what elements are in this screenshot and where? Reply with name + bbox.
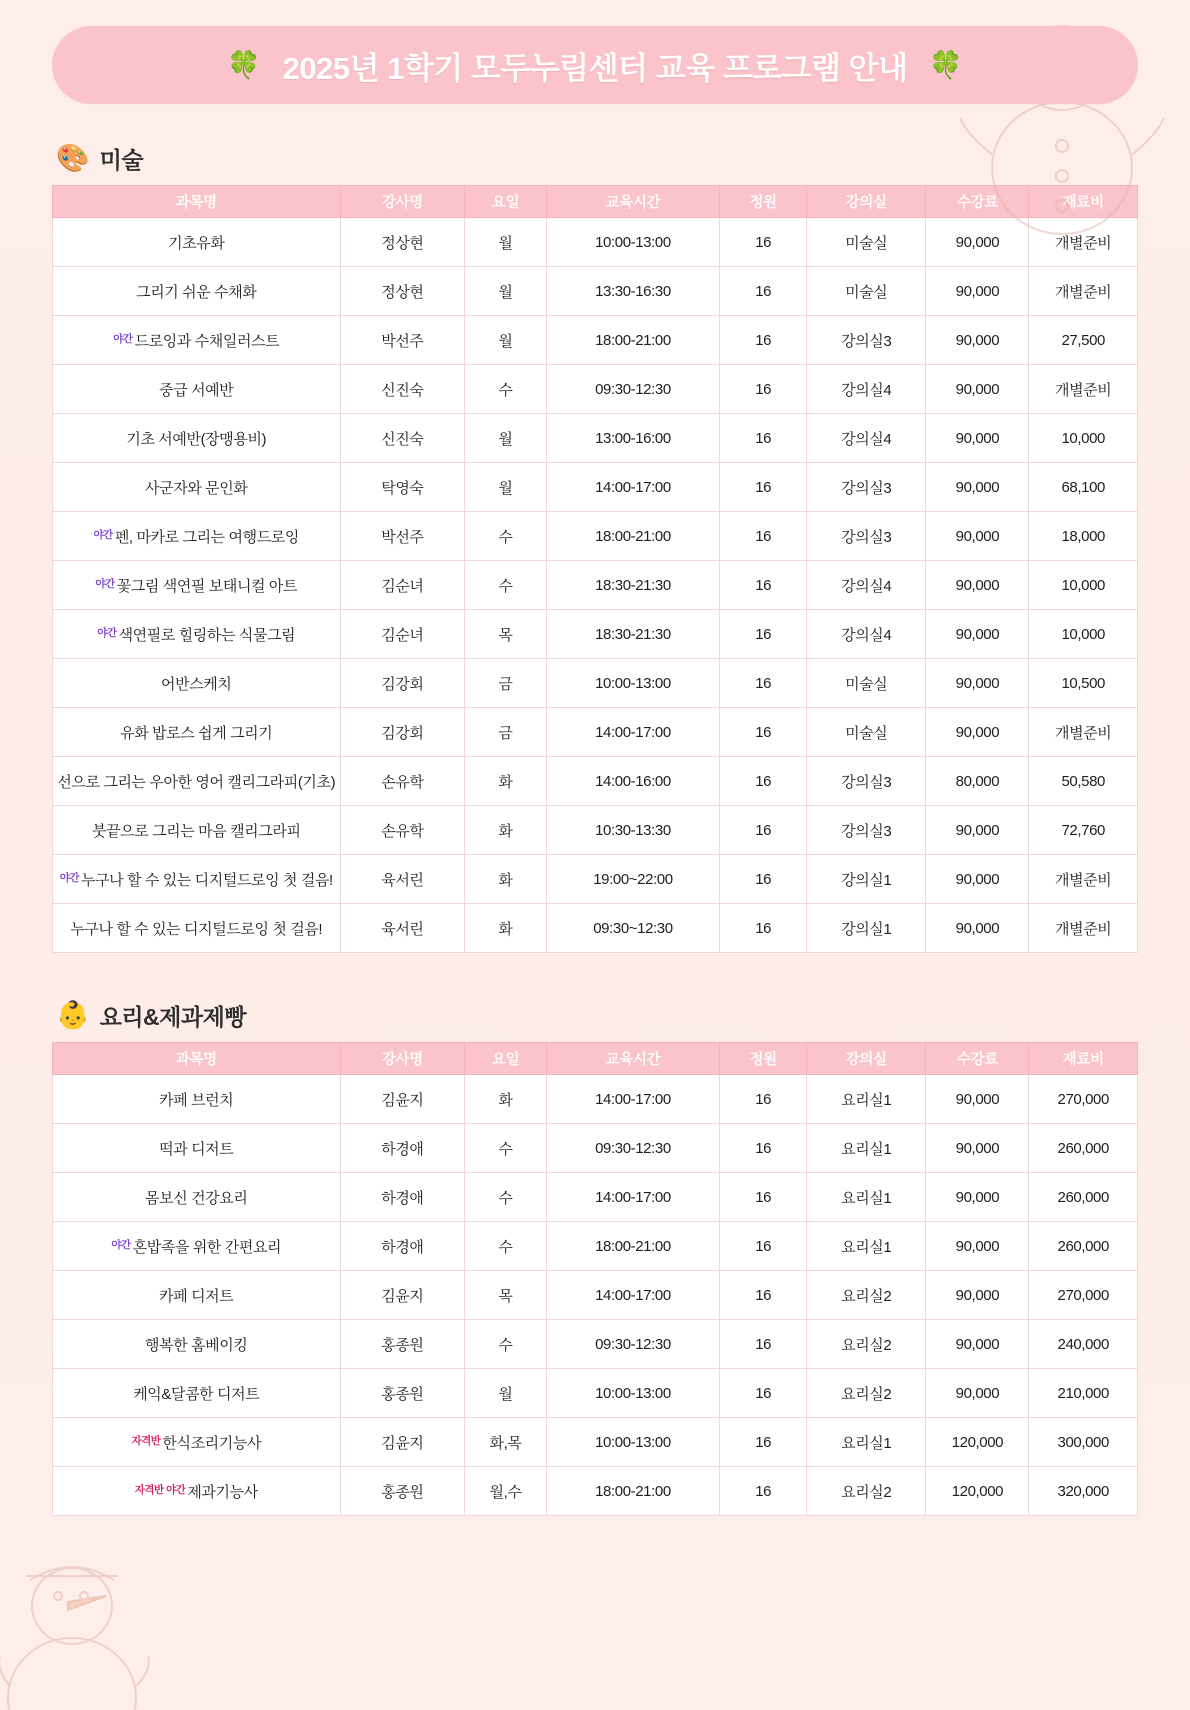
subject-label: 한식조리기능사 [162,1434,262,1452]
cell-material: 10,000 [1029,414,1138,463]
cell-day: 화 [465,904,546,953]
cell-capacity: 16 [720,708,807,757]
table-row [53,316,1138,365]
table-row [53,267,1138,316]
subject-label: 누구나 할 수 있는 디지털드로잉 첫 걸음! [80,871,333,889]
cell-room: 강의실3 [807,463,926,512]
cell-subject [53,1418,341,1467]
cell-capacity: 16 [720,855,807,904]
cell-subject [53,904,341,953]
art-table-body [53,218,1138,953]
col-teacher: 강사명 [340,186,465,218]
table-row [53,1320,1138,1369]
cell-room: 요리실2 [807,1320,926,1369]
cell-room: 강의실1 [807,855,926,904]
table-row [53,218,1138,267]
cell-material: 50,580 [1029,757,1138,806]
subject-label: 중급 서예반 [159,381,234,399]
cell-subject [53,659,341,708]
cell-day: 월 [465,218,546,267]
cell-fee: 90,000 [926,659,1029,708]
cell-day: 수 [465,365,546,414]
section-header-cooking [56,999,1138,1032]
cell-time: 13:30-16:30 [546,267,720,316]
cell-capacity: 16 [720,757,807,806]
cell-fee: 90,000 [926,463,1029,512]
cell-capacity: 16 [720,904,807,953]
cell-material: 10,000 [1029,610,1138,659]
clover-icon: 🍀 [226,49,261,80]
subject-label: 행복한 홈베이킹 [145,1336,248,1354]
cell-teacher: 박선주 [340,316,465,365]
cell-fee: 90,000 [926,512,1029,561]
col-capacity: 정원 [720,186,807,218]
table-row [53,1075,1138,1124]
subject-label: 붓끝으로 그리는 마음 캘리그라피 [91,822,301,840]
cell-time: 18:30-21:30 [546,561,720,610]
page-title: 2025년 1학기 모두누림센터 교육 프로그램 안내 [282,50,908,86]
subject-label: 그리기 쉬운 수채화 [136,283,257,301]
cell-fee: 90,000 [926,561,1029,610]
cell-time: 10:00-13:00 [546,218,720,267]
cell-capacity: 16 [720,1173,807,1222]
cell-time: 13:00-16:00 [546,414,720,463]
cell-day: 금 [465,708,546,757]
table-row [53,855,1138,904]
cell-subject [53,855,341,904]
table-row [53,1222,1138,1271]
table-row [53,414,1138,463]
cell-time: 14:00-17:00 [546,1075,720,1124]
subject-label: 어반스케치 [161,675,232,693]
cell-teacher: 김강회 [340,659,465,708]
cell-day: 화 [465,757,546,806]
cell-time: 09:30~12:30 [546,904,720,953]
cell-room: 미술실 [807,708,926,757]
cell-teacher: 정상현 [340,218,465,267]
table-row [53,561,1138,610]
cell-capacity: 16 [720,1222,807,1271]
cell-material: 10,500 [1029,659,1138,708]
subject-label: 카페 디저트 [159,1287,234,1305]
cell-day: 월 [465,316,546,365]
col-room: 강의실 [807,1043,926,1075]
cell-room: 미술실 [807,267,926,316]
subject-label: 기초 서예반(장맹용비) [126,430,267,448]
cell-material: 260,000 [1029,1124,1138,1173]
night-class-badge: 야간 [95,577,115,590]
cell-day: 수 [465,1320,546,1369]
col-material: 재료비 [1029,1043,1138,1075]
cell-subject [53,610,341,659]
cell-material: 72,760 [1029,806,1138,855]
cell-time: 10:00-13:00 [546,1418,720,1467]
cell-subject [53,463,341,512]
subject-label: 펜, 마카로 그리는 여행드로잉 [114,528,299,546]
cell-capacity: 16 [720,1124,807,1173]
cell-room: 요리실1 [807,1418,926,1467]
cell-capacity: 16 [720,1369,807,1418]
cell-room: 강의실4 [807,365,926,414]
cell-day: 수 [465,1173,546,1222]
cell-fee: 90,000 [926,1320,1029,1369]
cell-time: 09:30-12:30 [546,365,720,414]
col-fee: 수강료 [926,1043,1029,1075]
cell-capacity: 16 [720,267,807,316]
cell-room: 강의실4 [807,561,926,610]
subject-label: 기초유화 [168,234,225,252]
cell-material: 68,100 [1029,463,1138,512]
cell-material: 개별준비 [1029,365,1138,414]
table-row [53,806,1138,855]
cell-capacity: 16 [720,1075,807,1124]
cell-subject [53,218,341,267]
cell-fee: 90,000 [926,218,1029,267]
palette-icon: 🎨 [56,143,90,173]
cell-teacher: 김윤지 [340,1075,465,1124]
cell-time: 10:30-13:30 [546,806,720,855]
table-row [53,659,1138,708]
cell-teacher: 하경애 [340,1222,465,1271]
cell-room: 요리실1 [807,1124,926,1173]
cell-subject [53,1467,341,1516]
cell-capacity: 16 [720,316,807,365]
cell-capacity: 16 [720,1418,807,1467]
cell-capacity: 16 [720,218,807,267]
cell-subject [53,414,341,463]
cell-time: 18:00-21:00 [546,1222,720,1271]
subject-label: 떡과 디저트 [159,1140,234,1158]
section-header-art [56,142,1138,175]
table-header-row [53,186,1138,218]
cell-day: 수 [465,1124,546,1173]
subject-label: 유화 밥로스 쉽게 그리기 [120,724,273,742]
cell-material: 개별준비 [1029,855,1138,904]
night-class-badge: 야간 [93,528,113,541]
cell-time: 14:00-16:00 [546,757,720,806]
cell-time: 14:00-17:00 [546,1173,720,1222]
cell-day: 목 [465,610,546,659]
cell-room: 미술실 [807,659,926,708]
col-subject: 과목명 [53,1043,341,1075]
cell-day: 수 [465,512,546,561]
subject-label: 색연필로 힐링하는 식물그림 [118,626,296,644]
cell-fee: 90,000 [926,1075,1029,1124]
col-room: 강의실 [807,186,926,218]
cell-room: 요리실1 [807,1173,926,1222]
subject-label: 혼밥족을 위한 간편요리 [132,1238,282,1256]
cooking-table-body [53,1075,1138,1516]
table-row [53,1418,1138,1467]
cell-fee: 90,000 [926,855,1029,904]
cell-day: 목 [465,1271,546,1320]
cell-teacher: 신진숙 [340,365,465,414]
cell-subject [53,1173,341,1222]
certificate-badge: 자격반 야간 [134,1483,186,1496]
cell-material: 270,000 [1029,1075,1138,1124]
cell-fee: 90,000 [926,1222,1029,1271]
cell-fee: 90,000 [926,1369,1029,1418]
cell-teacher: 손유학 [340,806,465,855]
cell-fee: 90,000 [926,365,1029,414]
col-fee: 수강료 [926,186,1029,218]
cell-room: 강의실3 [807,806,926,855]
clover-icon: 🍀 [929,49,964,80]
cell-day: 월,수 [465,1467,546,1516]
table-row [53,463,1138,512]
cell-day: 금 [465,659,546,708]
col-material: 재료비 [1029,186,1138,218]
cell-capacity: 16 [720,1467,807,1516]
cell-room: 미술실 [807,218,926,267]
col-day: 요일 [465,1043,546,1075]
cell-fee: 90,000 [926,1124,1029,1173]
cell-teacher: 김윤지 [340,1271,465,1320]
cell-fee: 90,000 [926,904,1029,953]
cell-capacity: 16 [720,1271,807,1320]
cell-day: 월 [465,267,546,316]
col-time: 교육시간 [546,1043,720,1075]
cell-capacity: 16 [720,414,807,463]
cell-material: 개별준비 [1029,904,1138,953]
cell-fee: 90,000 [926,414,1029,463]
section-title-art: 미술 [99,147,144,173]
night-class-badge: 야간 [113,332,133,345]
table-row [53,708,1138,757]
cell-time: 14:00-17:00 [546,463,720,512]
cell-material: 개별준비 [1029,267,1138,316]
cell-time: 19:00~22:00 [546,855,720,904]
cell-teacher: 하경애 [340,1173,465,1222]
art-course-table [52,185,1138,953]
cell-time: 18:00-21:00 [546,512,720,561]
cell-capacity: 16 [720,561,807,610]
cell-subject [53,267,341,316]
table-row [53,512,1138,561]
subject-label: 드로잉과 수채일러스트 [134,332,280,350]
cell-fee: 120,000 [926,1418,1029,1467]
night-class-badge: 야간 [97,626,117,639]
subject-label: 카페 브런치 [159,1091,234,1109]
table-row [53,365,1138,414]
cell-capacity: 16 [720,659,807,708]
cell-material: 320,000 [1029,1467,1138,1516]
cell-material: 210,000 [1029,1369,1138,1418]
table-row [53,1467,1138,1516]
cell-capacity: 16 [720,463,807,512]
cell-subject [53,316,341,365]
cell-material: 260,000 [1029,1173,1138,1222]
cell-fee: 80,000 [926,757,1029,806]
cell-time: 18:30-21:30 [546,610,720,659]
title-banner [52,26,1138,104]
cell-material: 300,000 [1029,1418,1138,1467]
col-capacity: 정원 [720,1043,807,1075]
cell-time: 14:00-17:00 [546,1271,720,1320]
cell-teacher: 손유학 [340,757,465,806]
cell-teacher: 육서린 [340,855,465,904]
cell-subject [53,1222,341,1271]
subject-label: 몸보신 건강요리 [145,1189,248,1207]
cell-teacher: 탁영숙 [340,463,465,512]
cell-room: 강의실3 [807,757,926,806]
cell-teacher: 홍종원 [340,1320,465,1369]
cell-day: 화,목 [465,1418,546,1467]
cell-subject [53,806,341,855]
table-row [53,1124,1138,1173]
certificate-badge: 자격반 [131,1434,161,1447]
cell-day: 화 [465,855,546,904]
cell-capacity: 16 [720,610,807,659]
cell-material: 260,000 [1029,1222,1138,1271]
cell-material: 270,000 [1029,1271,1138,1320]
cell-teacher: 홍종원 [340,1467,465,1516]
cell-room: 강의실4 [807,610,926,659]
table-row [53,1271,1138,1320]
cell-capacity: 16 [720,512,807,561]
section-title-cooking: 요리&제과제빵 [99,1004,247,1030]
cell-time: 09:30-12:30 [546,1124,720,1173]
cell-day: 월 [465,463,546,512]
cell-room: 요리실1 [807,1075,926,1124]
snowman-decoration-bottom-left [0,1510,210,1710]
cell-fee: 120,000 [926,1467,1029,1516]
cell-material: 개별준비 [1029,708,1138,757]
night-class-badge: 야간 [111,1238,131,1251]
table-row [53,757,1138,806]
table-row [53,610,1138,659]
cell-material: 27,500 [1029,316,1138,365]
subject-label: 제과기능사 [187,1483,258,1501]
cell-teacher: 김강회 [340,708,465,757]
cell-subject [53,757,341,806]
cell-fee: 90,000 [926,316,1029,365]
cell-fee: 90,000 [926,1173,1029,1222]
cell-teacher: 하경애 [340,1124,465,1173]
col-subject: 과목명 [53,186,341,218]
cell-subject [53,561,341,610]
chef-icon: 👶 [56,1000,90,1030]
cell-capacity: 16 [720,806,807,855]
table-header-row [53,1043,1138,1075]
night-class-badge: 야간 [59,871,79,884]
col-teacher: 강사명 [340,1043,465,1075]
cell-room: 요리실2 [807,1467,926,1516]
cell-time: 09:30-12:30 [546,1320,720,1369]
cell-time: 10:00-13:00 [546,659,720,708]
cell-time: 18:00-21:00 [546,316,720,365]
cell-capacity: 16 [720,1320,807,1369]
cell-teacher: 김순녀 [340,610,465,659]
cell-subject [53,512,341,561]
cell-subject [53,1124,341,1173]
cell-room: 강의실3 [807,316,926,365]
title-banner-wrap [52,26,1138,104]
cell-teacher: 김윤지 [340,1418,465,1467]
cell-teacher: 박선주 [340,512,465,561]
subject-label: 선으로 그리는 우아한 영어 캘리그라피(기초) [57,773,336,791]
section-art [52,142,1138,953]
col-day: 요일 [465,186,546,218]
cell-room: 요리실2 [807,1271,926,1320]
subject-label: 케익&달콤한 디저트 [133,1385,260,1403]
cell-teacher: 정상현 [340,267,465,316]
cell-fee: 90,000 [926,708,1029,757]
cell-subject [53,1075,341,1124]
cell-day: 월 [465,1369,546,1418]
subject-label: 사군자와 문인화 [145,479,248,497]
cell-teacher: 김순녀 [340,561,465,610]
cell-day: 월 [465,414,546,463]
subject-label: 꽃그림 색연필 보태니컬 아트 [116,577,298,595]
cell-material: 10,000 [1029,561,1138,610]
cell-time: 14:00-17:00 [546,708,720,757]
cell-fee: 90,000 [926,267,1029,316]
subject-label: 누구나 할 수 있는 디지털드로잉 첫 걸음! [70,920,323,938]
section-cooking [52,999,1138,1516]
cooking-course-table [52,1042,1138,1516]
cell-room: 요리실1 [807,1222,926,1271]
cell-time: 18:00-21:00 [546,1467,720,1516]
cell-subject [53,1320,341,1369]
cell-subject [53,365,341,414]
cell-fee: 90,000 [926,806,1029,855]
cell-room: 요리실2 [807,1369,926,1418]
cell-day: 화 [465,806,546,855]
table-row [53,1369,1138,1418]
cell-teacher: 육서린 [340,904,465,953]
cell-teacher: 신진숙 [340,414,465,463]
cell-day: 수 [465,561,546,610]
cell-fee: 90,000 [926,1271,1029,1320]
cell-subject [53,708,341,757]
cell-subject [53,1271,341,1320]
cell-subject [53,1369,341,1418]
cell-material: 18,000 [1029,512,1138,561]
cell-material: 240,000 [1029,1320,1138,1369]
table-row [53,1173,1138,1222]
cell-teacher: 홍종원 [340,1369,465,1418]
cell-day: 화 [465,1075,546,1124]
cell-room: 강의실1 [807,904,926,953]
cell-room: 강의실3 [807,512,926,561]
cell-capacity: 16 [720,365,807,414]
cell-day: 수 [465,1222,546,1271]
cell-room: 강의실4 [807,414,926,463]
cell-time: 10:00-13:00 [546,1369,720,1418]
table-row [53,904,1138,953]
cell-fee: 90,000 [926,610,1029,659]
cell-material: 개별준비 [1029,218,1138,267]
col-time: 교육시간 [546,186,720,218]
